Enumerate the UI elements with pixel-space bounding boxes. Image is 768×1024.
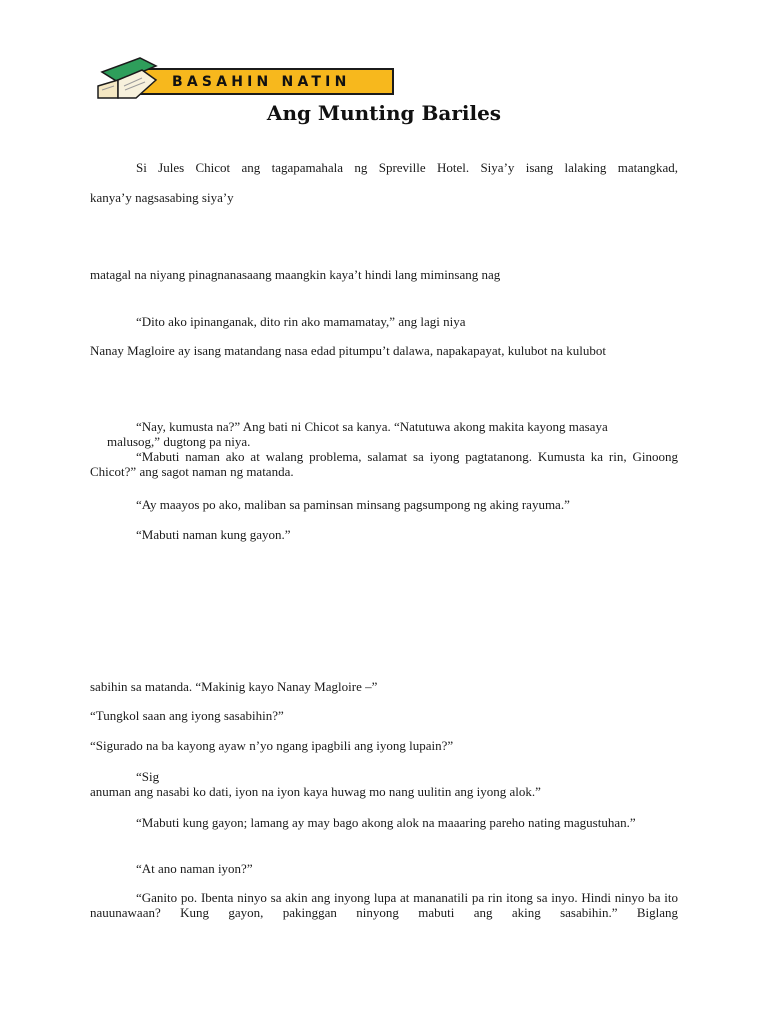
paragraph-line: “At ano naman iyon?” bbox=[136, 861, 253, 876]
paragraph-line: “Dito ako ipinanganak, dito rin ako mamamatay,” ang lagi niya bbox=[136, 314, 466, 329]
open-book-icon bbox=[96, 56, 162, 100]
paragraph-line: “Tungkol saan ang iyong sasabihin?” bbox=[90, 708, 284, 723]
paragraph-line: “Nay, kumusta na?” Ang bati ni Chicot sa kanya. “Natutuwa akong makita kayong masaya bbox=[136, 419, 608, 434]
paragraph: “Mabuti kung gayon; lamang ay may bago akong alok na maaaring pareho nating magustuhan.” bbox=[136, 815, 636, 830]
section-banner bbox=[96, 56, 400, 100]
paragraph-line: Si Jules Chicot ang tagapamahala ng Spreville Hotel. Siya’y isang lalaking matangkad, bbox=[136, 160, 678, 175]
paragraph-line: anuman ang nasabi ko dati, iyon na iyon kaya huwag mo nang uulitin ang iyong alok.” bbox=[90, 784, 541, 799]
banner-label: BASAHIN NATIN bbox=[172, 74, 351, 90]
paragraph-line: “Sig bbox=[136, 769, 160, 784]
page-title: Ang Munting Bariles bbox=[266, 101, 502, 125]
paragraph: “Ganito po. Ibenta ninyo sa akin ang inyong lupa at mananatili pa rin itong sa inyo. Hindi ninyo ba ito nauunawaan? Kung gayon, pakinggan ninyong mabuti ang aking sasabihin.” Biglang bbox=[90, 890, 678, 920]
paragraph-line: matagal na niyang pinagnanasaang maangkin kaya’t hindi lang miminsang nag bbox=[90, 267, 501, 282]
paragraph-line: malusog,” dugtong pa niya. bbox=[107, 434, 251, 449]
paragraph-line: kanya’y nagsasabing siya’y bbox=[90, 190, 234, 205]
paragraph-line: “Sigurado na ba kayong ayaw n’yo ngang ipagbili ang iyong lupain?” bbox=[90, 738, 454, 753]
paragraph-line: Nanay Magloire ay isang matandang nasa edad pitumpu’t dalawa, napakapayat, kulubot na kulubot bbox=[90, 343, 606, 358]
paragraph-line: “Ay maayos po ako, maliban sa paminsan minsang pagsumpong ng aking rayuma.” bbox=[136, 497, 570, 512]
paragraph-line: sabihin sa matanda. “Makinig kayo Nanay Magloire –” bbox=[90, 679, 378, 694]
paragraph: “Mabuti naman ako at walang problema, salamat sa iyong pagtatanong. Kumusta ka rin, Ginoong Chicot?” ang sagot naman ng matanda. bbox=[90, 449, 678, 479]
paragraph-line: “Mabuti naman kung gayon.” bbox=[136, 527, 291, 542]
